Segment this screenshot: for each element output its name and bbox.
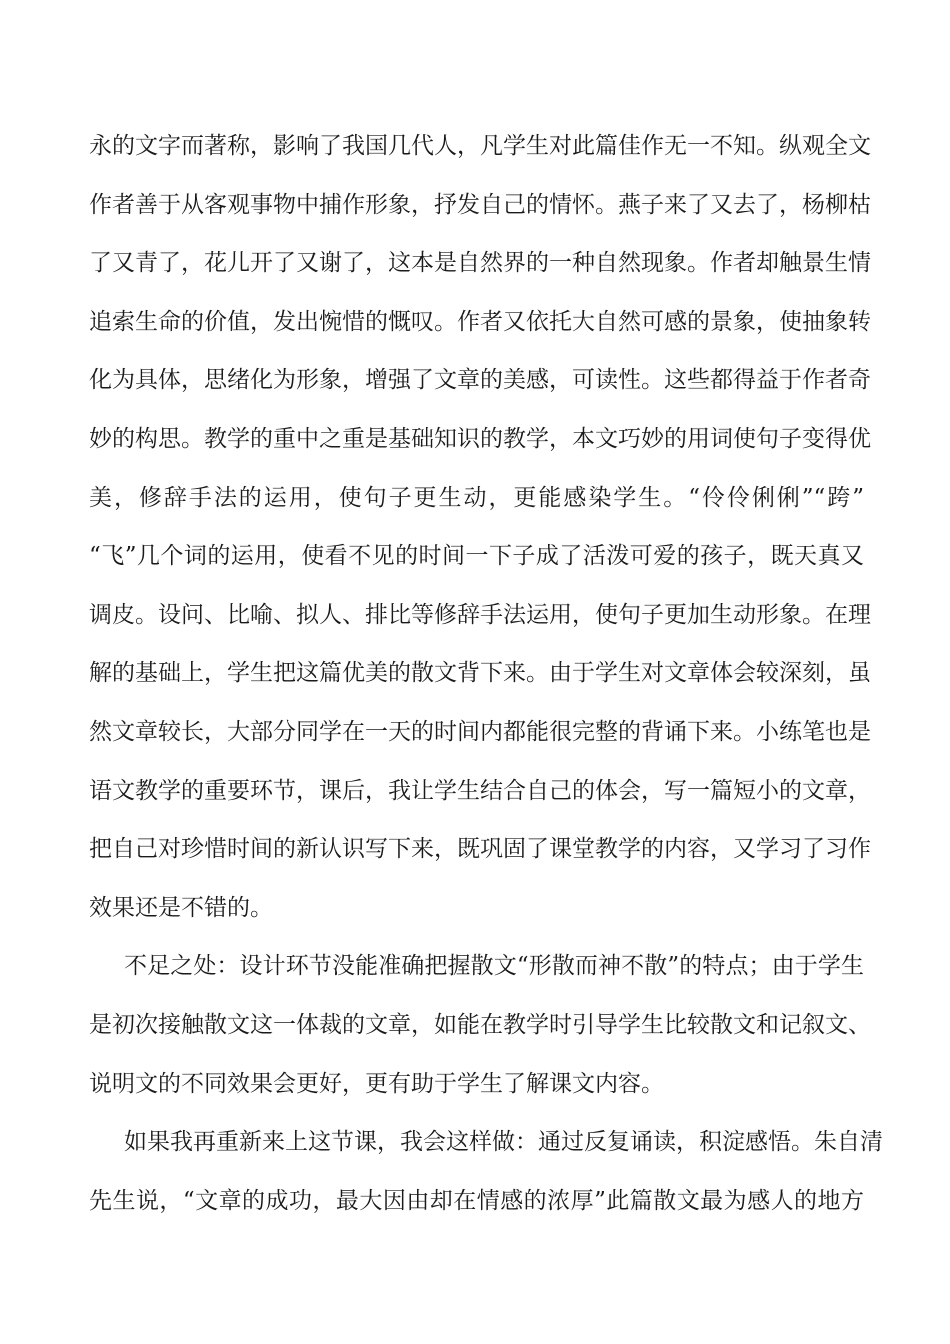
text-line: 永的文字而著称，影响了我国几代人，凡学生对此篇佳作无一不知。纵观全文	[89, 133, 871, 159]
text-line: 解的基础上，学生把这篇优美的散文背下来。由于学生对文章体会较深刻，虽	[89, 660, 871, 687]
text-line: 是初次接触散文这一体裁的文章，如能在教学时引导学生比较散文和记叙文、	[89, 1011, 871, 1038]
text-line: 美，修辞手法的运用，使句子更生动，更能感染学生。“伶伶俐俐”“跨”	[89, 484, 864, 511]
text-line: 调皮。设问、比喻、拟人、排比等修辞手法运用，使句子更加生动形象。在理	[89, 601, 871, 628]
text-line: 语文教学的重要环节，课后，我让学生结合自己的体会，写一篇短小的文章，	[89, 777, 871, 804]
text-line: 作者善于从客观事物中捕作形象，抒发自己的情怀。燕子来了又去了，杨柳枯	[89, 191, 871, 218]
text-line: 说明文的不同效果会更好，更有助于学生了解课文内容。	[89, 1070, 664, 1097]
text-line: 效果还是不错的。	[89, 894, 273, 921]
text-line: 把自己对珍惜时间的新认识写下来，既巩固了课堂教学的内容，又学习了习作	[89, 836, 871, 863]
text-line: 化为具体，思绪化为形象，增强了文章的美感，可读性。这些都得益于作者奇	[89, 367, 871, 394]
text-line: 妙的构思。教学的重中之重是基础知识的教学，本文巧妙的用词使句子变得优	[89, 425, 871, 452]
text-line: 不足之处：设计环节没能准确把握散文“形散而神不散”的特点；由于学生	[124, 953, 864, 980]
text-line: 了又青了，花儿开了又谢了，这本是自然界的一种自然现象。作者却触景生情	[89, 250, 871, 277]
text-line: 追索生命的价值，发出惋惜的慨叹。作者又依托大自然可感的景象，使抽象转	[89, 308, 871, 335]
text-line: 然文章较长，大部分同学在一天的时间内都能很完整的背诵下来。小练笔也是	[89, 718, 871, 745]
text-line: 先生说，“文章的成功，最大因由却在情感的浓厚”此篇散文最为感人的地方	[89, 1187, 864, 1214]
document-body	[89, 117, 883, 1230]
text-line: “飞”几个词的运用，使看不见的时间一下子成了活泼可爱的孩子，既天真又	[89, 543, 864, 570]
text-line: 如果我再重新来上这节课，我会这样做：通过反复诵读，积淀感悟。朱自清	[124, 1129, 883, 1156]
